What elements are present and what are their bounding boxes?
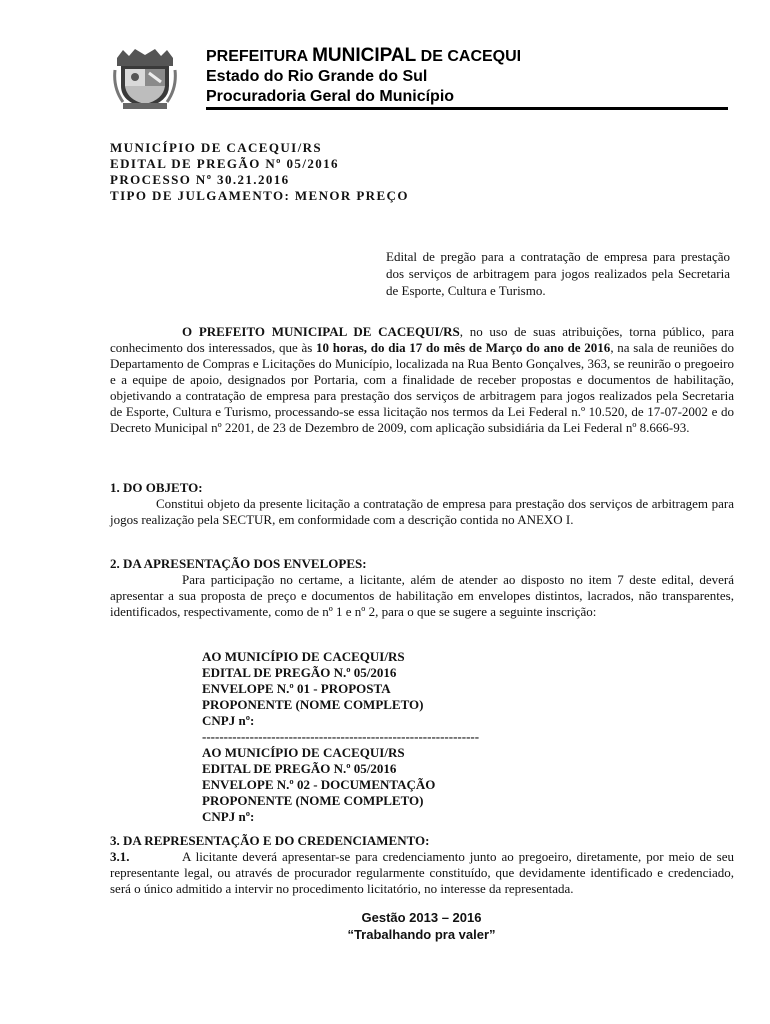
envelope1-municipio: AO MUNICÍPIO DE CACEQUI/RS: [202, 649, 405, 664]
envelope1-proponente: PROPONENTE (NOME COMPLETO): [202, 697, 424, 712]
edital-references: [110, 140, 409, 204]
section3-item-number: 3.1.: [110, 849, 130, 864]
section2-body: Para participação no certame, a licitante, além de atender ao disposto no item 7 deste edital, deverá apresentar a sua proposta de preço e documentos de habilitação em envelopes distintos, lacrados, não transparentes, identificados, respectivamente, como de nº 1 e nº 2, para o que se sugere a seguinte inscrição:: [110, 572, 734, 619]
section2-text: [110, 572, 734, 620]
letterhead: [206, 46, 521, 107]
section3-title: 3. DA REPRESENTAÇÃO E DO CREDENCIAMENTO:: [110, 833, 430, 848]
envelope1-cnpj: CNPJ nº:: [202, 713, 255, 728]
ref-municipio: MUNICÍPIO DE CACEQUI/RS: [110, 140, 323, 155]
coat-of-arms-icon: [113, 48, 177, 110]
preambulo: [110, 324, 734, 436]
letterhead-prefeitura-a: PREFEITURA: [206, 48, 313, 65]
envelope-inscription: [202, 649, 479, 825]
footer-slogan: [0, 909, 770, 943]
envelope1-label: ENVELOPE N.º 01 - PROPOSTA: [202, 681, 391, 696]
envelope2-municipio: AO MUNICÍPIO DE CACEQUI/RS: [202, 745, 405, 760]
letterhead-rule: [206, 107, 728, 110]
section2-title: 2. DA APRESENTAÇÃO DOS ENVELOPES:: [110, 556, 367, 571]
ref-processo: PROCESSO Nº 30.21.2016: [110, 172, 290, 187]
envelope2-proponente: PROPONENTE (NOME COMPLETO): [202, 793, 424, 808]
letterhead-cacequi: DE CACEQUI: [416, 48, 522, 65]
ref-edital: EDITAL DE PREGÃO Nº 05/2016: [110, 156, 339, 171]
envelope1-edital: EDITAL DE PREGÃO N.º 05/2016: [202, 665, 397, 680]
letterhead-estado: Estado do Rio Grande do Sul: [206, 68, 428, 85]
preambulo-prefeito: O PREFEITO MUNICIPAL DE CACEQUI/RS: [182, 324, 460, 339]
preambulo-text1: , no uso de suas atribuições, torna público, para conhecimento dos interessados, que às: [110, 324, 734, 355]
letterhead-municipal: MUNICIPAL: [312, 45, 417, 66]
footer-gestao: Gestão 2013 – 2016: [361, 910, 482, 925]
ref-julgamento: TIPO DE JULGAMENTO: MENOR PREÇO: [110, 188, 409, 203]
section3-text: [110, 849, 734, 897]
letterhead-procuradoria: Procuradoria Geral do Município: [206, 88, 455, 105]
section1-body: Constitui objeto da presente licitação a contratação de empresa para prestação dos serviços de arbitragem para jogos realização pela SECTUR, em conformidade com a descrição contida no ANEXO I.: [110, 496, 734, 527]
section1-title: 1. DO OBJETO:: [110, 480, 203, 495]
preambulo-text2: , na sala de reuniões do Departamento de Compras e Licitações do Município, localizada na Rua Bento Gonçalves, 363, se reunirão o pregoeiro e a equipe de apoio, designados por Portaria, com a finalidade de receber propostas e documentos de habilitação, objetivando a contratação de empresa para prestação dos serviços de arbitragem para jogos realizados pela Secretaria de Esporte, Cultura e Turismo, processando-se essa licitação nos termos da Lei Federal n.º 10.520, de 17-07-2002 e do Decreto Municipal nº 2201, de 23 de Dezembro de 2009, com aplicação subsidiária da Lei Federal nº 8.666-93.: [110, 340, 734, 435]
ementa: Edital de pregão para a contratação de empresa para prestação dos serviços de arbitragem para jogos realizados pela Secretaria de Esporte, Cultura e Turismo.: [386, 249, 730, 298]
footer-motto: “Trabalhando pra valer”: [347, 927, 496, 942]
section3-body: A licitante deverá apresentar-se para credenciamento junto ao pregoeiro, diretamente, por meio de seu representante legal, ou através de procurador regularmente constituído, que devidamente identificado e credenciado, será o único admitido a intervir no procedimento licitatório, no interesse da representada.: [110, 849, 734, 896]
envelope2-cnpj: CNPJ nº:: [202, 809, 255, 824]
envelope2-edital: EDITAL DE PREGÃO N.º 05/2016: [202, 761, 397, 776]
section1-text: [110, 496, 734, 528]
envelope-separator: ----------------------------------------------------------------: [202, 729, 480, 744]
letterhead-prefeitura: [206, 46, 521, 67]
preambulo-date: 10 horas, do dia 17 do mês de Março do ano de 2016: [316, 340, 611, 355]
envelope2-label: ENVELOPE N.º 02 - DOCUMENTAÇÃO: [202, 777, 436, 792]
